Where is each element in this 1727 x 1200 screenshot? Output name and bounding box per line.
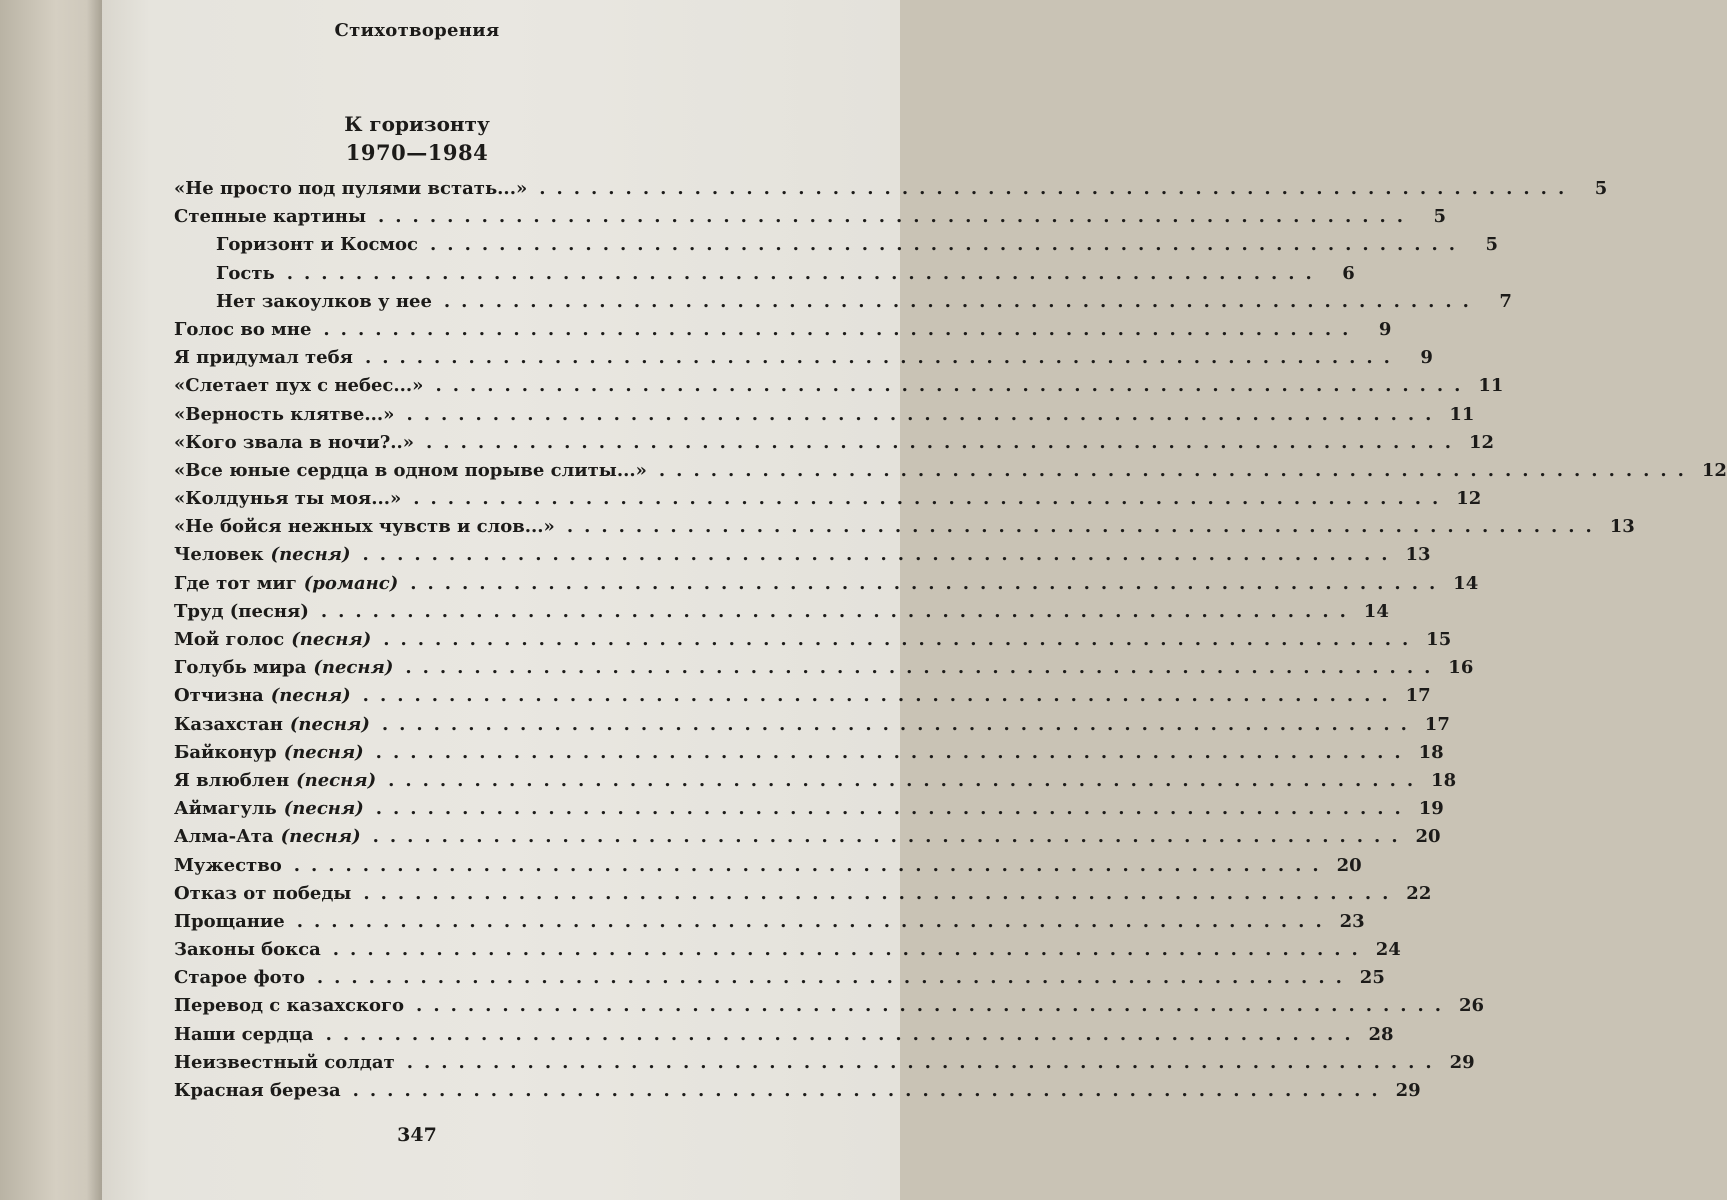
toc-entry-page: 5 — [1433, 206, 1447, 228]
toc-entry-title — [174, 826, 361, 847]
dot-leader: ............................................................ — [406, 1051, 1443, 1073]
toc-entry-title-text: Мужество — [174, 854, 282, 876]
toc-entry — [174, 262, 1355, 291]
toc-entry-title — [174, 488, 401, 509]
toc-entry — [174, 516, 1635, 544]
toc-entry — [174, 544, 1431, 572]
dot-leader: ............................................................ — [378, 206, 1415, 228]
toc-entry — [174, 600, 1389, 629]
dot-leader: ............................................................ — [364, 347, 1401, 369]
toc-entry-title-text: «Не бойся нежных чувств и слов...» — [174, 516, 555, 538]
toc-entry-page: 20 — [1336, 854, 1362, 876]
toc-entry-title — [216, 263, 275, 284]
dot-leader: ............................................................ — [372, 826, 1409, 848]
dot-leader: ............................................................ — [406, 403, 1443, 425]
toc-entry-title — [174, 685, 351, 706]
toc-entry-title — [174, 798, 364, 819]
toc-entry-title — [174, 939, 321, 960]
toc-entry-title — [174, 516, 555, 537]
toc-entry — [174, 488, 1482, 516]
toc-entry-title — [174, 601, 309, 622]
toc-entry-title-text: «Кого звала в ночи?..» — [174, 431, 415, 453]
dot-leader: ............................................................ — [332, 939, 1369, 961]
toc-entry-title-text: Неизвестный солдат — [174, 1051, 395, 1073]
toc-entry-title-text: Человек — [174, 544, 264, 566]
toc-entry-title-text: Я придумал тебя — [174, 347, 353, 369]
toc-entry-title — [174, 319, 311, 340]
toc-entry-title — [174, 375, 423, 396]
toc-entry — [174, 939, 1401, 967]
toc-entry-title — [174, 629, 371, 650]
running-head: Стихотворения — [334, 20, 500, 41]
toc-entry-title-text: Горизонт и Космос — [216, 234, 419, 256]
toc-entry — [174, 1051, 1475, 1080]
toc-entry-page: 6 — [1342, 262, 1355, 284]
toc-entry-title — [174, 573, 398, 594]
toc-entry-note: (песня) — [289, 713, 370, 735]
dot-leader: ............................................................ — [375, 798, 1412, 820]
toc-entry-title-text: Я влюблен — [174, 769, 290, 791]
toc-entry — [174, 741, 1444, 770]
toc-entry-page: 25 — [1359, 967, 1385, 989]
toc-entry — [174, 854, 1362, 883]
toc-entry-page: 14 — [1363, 600, 1389, 622]
toc-entry — [174, 318, 1392, 347]
toc-entry-title — [174, 995, 404, 1016]
dot-leader: ............................................................ — [416, 995, 1453, 1017]
toc-entry-title — [174, 432, 414, 453]
toc-entry-page: 18 — [1418, 741, 1444, 763]
dot-leader: ............................................................ — [430, 234, 1467, 256]
toc-entry-title-text: Степные картины — [174, 206, 367, 228]
section-title: К горизонту — [344, 112, 490, 136]
toc-entry-page: 12 — [1701, 459, 1727, 481]
page-number: 347 — [397, 1124, 437, 1146]
toc-entry-title — [174, 967, 305, 988]
toc-entry — [174, 685, 1431, 713]
dot-leader: ............................................................ — [405, 657, 1442, 679]
dot-leader: ............................................................ — [426, 431, 1463, 453]
toc-entry — [174, 657, 1474, 685]
toc-entry-page: 5 — [1485, 234, 1499, 256]
toc-entry-page: 12 — [1456, 488, 1482, 510]
dot-leader: ............................................................ — [388, 769, 1425, 791]
toc-entry-title-text: Законы бокса — [174, 939, 321, 961]
dot-leader: ............................................................ — [658, 459, 1695, 481]
toc-entry-title-text: Гость — [216, 262, 275, 284]
toc-entry — [174, 798, 1444, 826]
dot-leader: ............................................................ — [413, 488, 1450, 510]
toc-entry-note: (романс) — [303, 572, 399, 594]
toc-entry-page: 29 — [1395, 1080, 1421, 1101]
toc-entry-title — [174, 883, 351, 904]
toc-entry-title-text: «Верность клятве...» — [174, 403, 395, 425]
toc-entry-note: (песня) — [296, 769, 377, 791]
toc-entry — [174, 347, 1433, 375]
toc-entry-page: 11 — [1449, 403, 1475, 425]
dot-leader: ............................................................ — [539, 178, 1576, 199]
toc-entry-title — [174, 1052, 395, 1073]
toc-entry-note: (песня) — [313, 657, 394, 679]
toc-entry — [174, 713, 1450, 742]
toc-entry-title — [174, 404, 394, 425]
toc-entry-title — [174, 544, 351, 565]
toc-entry-page: 15 — [1426, 629, 1452, 650]
toc-entry-page: 22 — [1406, 882, 1432, 904]
toc-entry — [174, 375, 1504, 403]
section-years: 1970—1984 — [345, 140, 489, 165]
toc-entry-page: 23 — [1339, 910, 1365, 932]
toc-entry-title-text: Алма-Ата — [174, 826, 274, 848]
toc-entry-title — [174, 1080, 341, 1101]
toc-entry — [174, 995, 1485, 1023]
toc-entry-title — [174, 855, 282, 876]
toc-entry-title — [216, 234, 418, 255]
toc-entry-title-text: Труд (песня) — [174, 600, 309, 622]
toc-entry-title-text: Мой голос — [174, 629, 285, 650]
toc-entry-title-text: Голубь мира — [174, 657, 307, 679]
toc-entry-title-text: Голос во мне — [174, 318, 312, 340]
toc-entry-page: 12 — [1468, 431, 1495, 453]
toc-entry — [174, 403, 1475, 432]
toc-entry — [174, 178, 1608, 206]
toc-entry-note: (песня) — [283, 798, 364, 820]
toc-entry-page: 20 — [1415, 826, 1441, 848]
toc-entry-title-text: Прощание — [174, 910, 285, 932]
toc-entry-title-text: Перевод с казахского — [174, 995, 405, 1017]
toc-entry-page: 14 — [1453, 572, 1479, 594]
dot-leader: ............................................................ — [362, 544, 1399, 566]
dot-leader: ............................................................ — [293, 854, 1330, 876]
toc-entry-title-text: Отчизна — [174, 685, 264, 707]
dot-leader: ............................................................ — [566, 516, 1603, 538]
toc-entry-page: 5 — [1594, 178, 1608, 199]
toc-entry — [174, 967, 1385, 995]
dot-leader: ............................................................ — [352, 1080, 1389, 1101]
toc-entry-page: 9 — [1378, 318, 1392, 340]
toc-entry-title-text: Наши сердца — [174, 1023, 314, 1045]
dot-leader: ............................................................ — [286, 262, 1323, 284]
toc-entry-note: (песня) — [280, 826, 361, 848]
toc-entry-page: 11 — [1478, 375, 1504, 397]
toc-entry-page: 13 — [1609, 516, 1635, 538]
dot-leader: ............................................................ — [362, 685, 1399, 707]
toc-entry-page: 29 — [1449, 1051, 1475, 1073]
toc-entry-page: 7 — [1499, 290, 1512, 312]
toc-entry-title — [174, 657, 393, 678]
toc-entry-note: (песня) — [291, 629, 372, 650]
toc-entry-title-text: «Слетает пух с небес...» — [174, 375, 424, 397]
toc-entry — [174, 234, 1499, 262]
toc-entry-title — [174, 460, 647, 481]
toc-entry-title-text: Аймагуль — [174, 798, 277, 820]
toc-entry-page: 13 — [1405, 544, 1431, 566]
toc-entry-page: 17 — [1405, 685, 1431, 707]
toc-entry — [174, 206, 1447, 234]
toc-entry-title-text: Казахстан — [174, 713, 283, 735]
toc-entry — [174, 882, 1432, 911]
toc-entry-title-text: Нет закоулков у нее — [216, 290, 432, 312]
dot-leader: ............................................................ — [443, 290, 1480, 312]
toc-entry-title-text: Байконур — [174, 741, 277, 763]
toc-entry-title — [174, 911, 285, 932]
dot-leader: ............................................................ — [375, 741, 1412, 763]
toc-entry-title-text: «Все юные сердца в одном порыве слиты...» — [174, 459, 647, 481]
toc-entry-title — [174, 742, 364, 763]
toc-entry — [174, 1023, 1394, 1052]
book-page — [102, 0, 1727, 1200]
toc-entry-page: 26 — [1458, 995, 1485, 1017]
dot-leader: ............................................................ — [296, 910, 1333, 932]
toc-entry-title-text: Старое фото — [174, 967, 305, 989]
dot-leader: ............................................................ — [320, 600, 1357, 622]
toc-entry — [174, 290, 1512, 319]
toc-entry — [174, 826, 1441, 854]
toc-entry-title-text: Отказ от победы — [174, 882, 352, 904]
toc-entry — [174, 910, 1365, 939]
toc-entry-note: (песня) — [270, 544, 351, 566]
toc-entry-page: 18 — [1431, 769, 1457, 791]
toc-entry-title — [174, 347, 353, 368]
dot-leader: ............................................................ — [383, 629, 1420, 650]
toc-entry-title — [216, 291, 432, 312]
dot-leader: ............................................................ — [435, 375, 1472, 397]
toc-entry-page: 16 — [1448, 657, 1474, 679]
toc-entry-title — [174, 206, 366, 227]
dot-leader: ............................................................ — [325, 1023, 1362, 1045]
dot-leader: ............................................................ — [410, 572, 1447, 594]
dot-leader: ............................................................ — [381, 713, 1418, 735]
toc-entry — [174, 431, 1495, 460]
table-of-contents — [174, 178, 1727, 1108]
toc-entry-page: 28 — [1368, 1023, 1394, 1045]
dot-leader: ............................................................ — [316, 967, 1353, 989]
toc-entry — [174, 769, 1457, 798]
toc-entry-page: 9 — [1420, 347, 1433, 369]
book-gutter-left-page — [0, 0, 102, 1200]
toc-entry-title-text: Красная береза — [174, 1080, 341, 1101]
toc-entry-note: (песня) — [270, 685, 351, 707]
toc-entry-title — [174, 714, 370, 735]
toc-entry-title-text: Где тот миг — [174, 572, 297, 594]
toc-entry — [174, 572, 1479, 601]
dot-leader: ............................................................ — [363, 882, 1400, 904]
toc-entry — [174, 459, 1727, 488]
toc-entry-page: 19 — [1418, 798, 1444, 820]
toc-entry — [174, 1080, 1421, 1108]
toc-entry-title-text: «Не просто под пулями встать...» — [174, 178, 528, 199]
toc-entry — [174, 629, 1452, 657]
toc-entry-page: 17 — [1424, 713, 1450, 735]
toc-entry-title — [174, 770, 376, 791]
toc-entry-note: (песня) — [283, 741, 364, 763]
toc-entry-title — [174, 178, 527, 199]
toc-entry-title-text: «Колдунья ты моя...» — [174, 488, 402, 510]
toc-entry-page: 24 — [1375, 939, 1401, 961]
toc-entry-title — [174, 1024, 314, 1045]
dot-leader: ............................................................ — [323, 318, 1360, 340]
